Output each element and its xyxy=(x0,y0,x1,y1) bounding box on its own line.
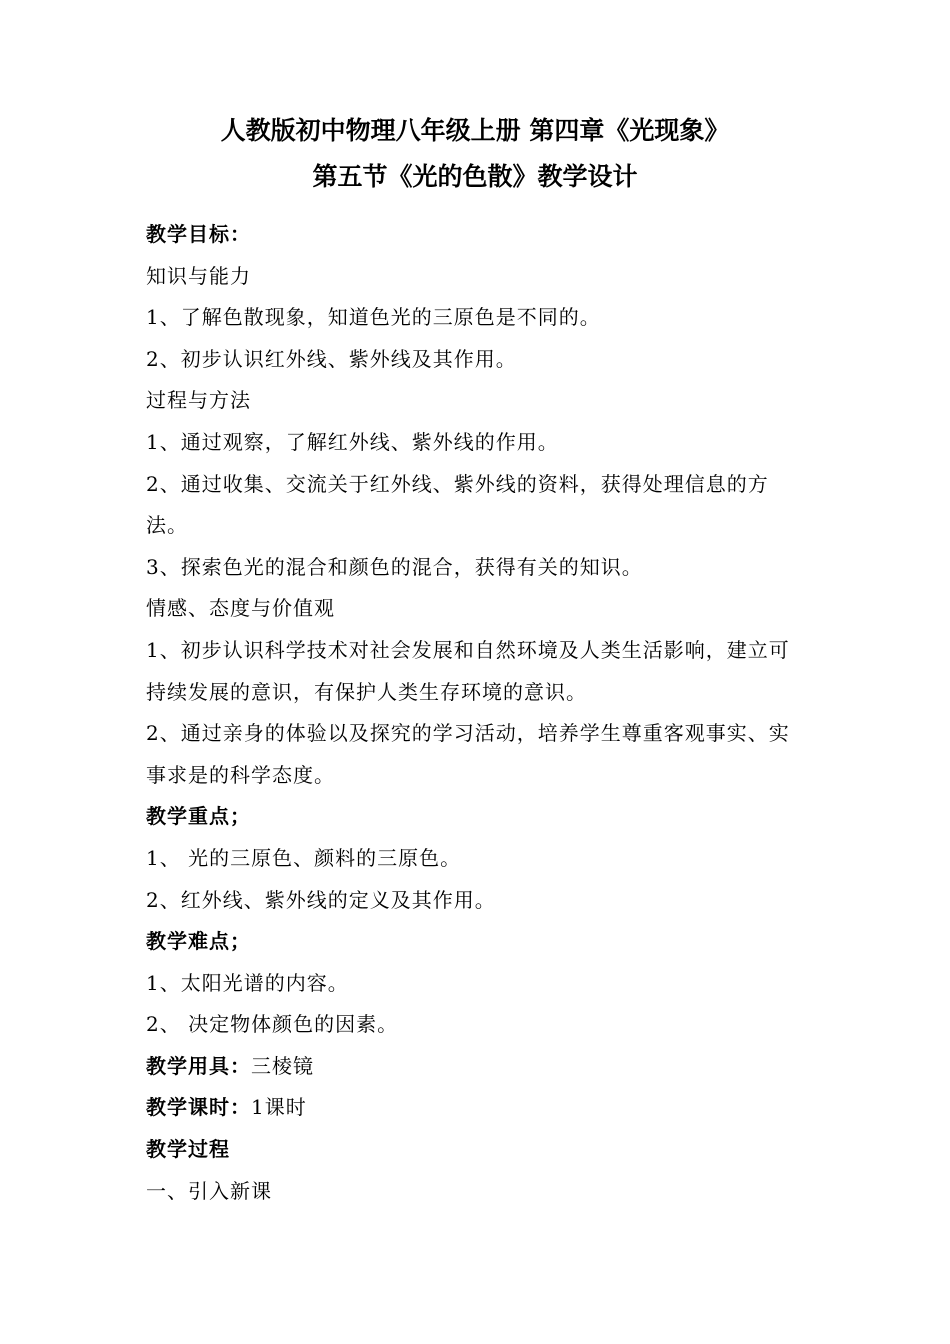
document-body xyxy=(146,214,808,1212)
knowledge-heading: 知识与能力 xyxy=(146,263,251,288)
hours-value: 1课时 xyxy=(251,1095,307,1120)
key-points-heading: 教学重点； xyxy=(146,804,251,829)
hours-line xyxy=(146,1087,808,1129)
process-item-3: 3、探索色光的混合和颜色的混合，获得有关的知识。 xyxy=(146,554,643,579)
emotion-item-2: 2、通过亲身的体验以及探究的学习活动，培养学生尊重客观事实、实事求是的科学态度。 xyxy=(146,721,790,787)
difficulty-item-1: 1、太阳光谱的内容。 xyxy=(146,970,349,995)
document-title-line1: 人教版初中物理八年级上册 第四章《光现象》 xyxy=(220,116,730,145)
difficulty-item-2: 2、 决定物体颜色的因素。 xyxy=(146,1012,399,1037)
teaching-process-heading: 教学过程 xyxy=(146,1137,230,1162)
emotion-item-1: 1、初步认识科学技术对社会发展和自然环境及人类生活影响，建立可持续发展的意识，有保护人类生存环境的意识。 xyxy=(146,637,790,704)
tools-label: 教学用具： xyxy=(146,1053,251,1078)
key-point-item-2: 2、红外线、紫外线的定义及其作用。 xyxy=(146,887,496,912)
tools-line xyxy=(146,1046,808,1088)
document-title-line2: 第五节《光的色散》教学设计 xyxy=(312,162,638,191)
objectives-heading: 教学目标： xyxy=(146,222,251,246)
process-item-2: 2、通过收集、交流关于红外线、紫外线的资料，获得处理信息的方法。 xyxy=(146,471,769,538)
knowledge-item-2: 2、初步认识红外线、紫外线及其作用。 xyxy=(146,346,517,371)
teaching-process-sub-heading: 一、引入新课 xyxy=(146,1178,272,1203)
hours-label: 教学课时： xyxy=(146,1095,251,1120)
key-point-item-1: 1、 光的三原色、颜料的三原色。 xyxy=(146,845,462,870)
tools-value: 三棱镜 xyxy=(251,1053,314,1078)
emotion-heading: 情感、态度与价值观 xyxy=(146,596,335,621)
difficulties-heading: 教学难点； xyxy=(146,929,251,954)
knowledge-item-1: 1、了解色散现象，知道色光的三原色是不同的。 xyxy=(146,305,601,330)
process-item-1: 1、通过观察，了解红外线、紫外线的作用。 xyxy=(146,429,559,454)
process-heading: 过程与方法 xyxy=(146,388,251,413)
